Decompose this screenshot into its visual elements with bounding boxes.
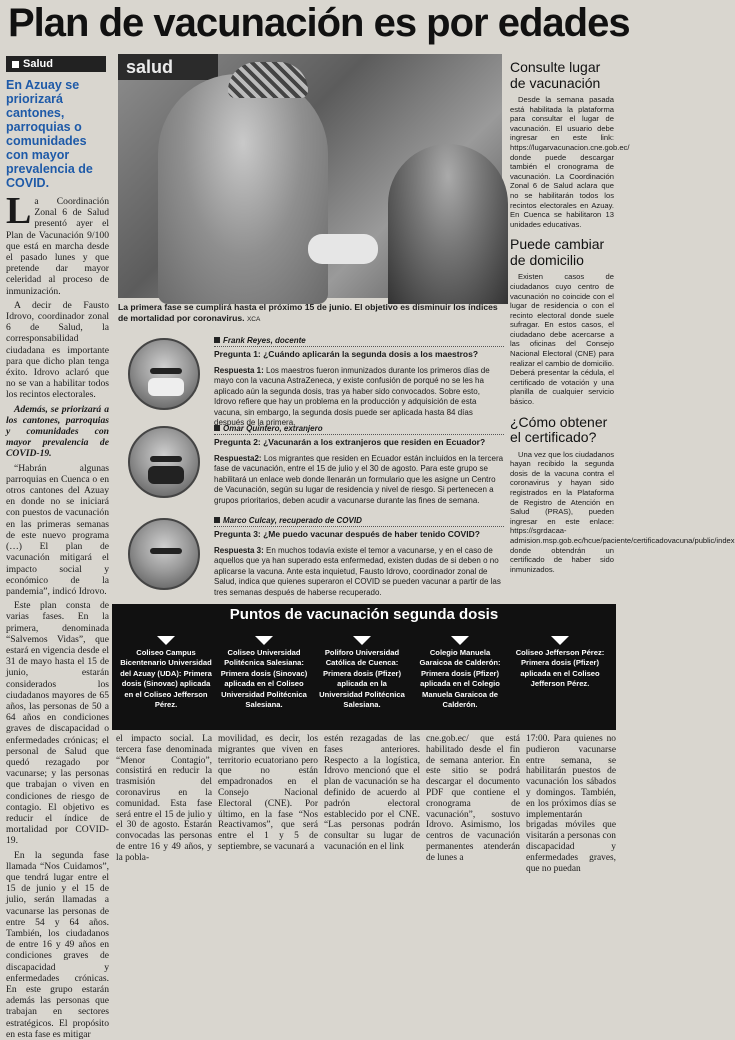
qa-answer: Respuesta 1: Los maestros fueron inmunizados durante los primeros días de mayo con la vacuna AstraZeneca, y existe confusión de porqué no se les ha aplicado aún la segunda dosis, tras ya haber sido convocados. Sobre esto, Idrovo refiere que hay un problema en la producción y adquisición de esta vacuna, sin embargo, la segunda dosis puede ser aplicada hasta 84 días después de la primera. — [214, 366, 490, 428]
kicker: En Azuay se priorizará cantones, parroquias o comunidades con mayor prevalencia de COVID. — [6, 78, 93, 190]
lead-article — [6, 190, 109, 1040]
vaccination-point: Coliseo Campus Bicentenario Universidad del Azuay (UDA): Primera dosis (Sinovac) aplicada en el Coliseo Jefferson Pérez. — [120, 636, 212, 710]
health-worker-figure — [158, 74, 328, 304]
qa-person-name: Omar Quintero, extranjero — [214, 424, 323, 433]
qa-person-name: Marco Culcay, recuperado de COVID — [214, 516, 362, 525]
article-column: cne.gob.ec/ que está habilitado desde el fin de semana anterior. En este sitio se podrá descargar el documento PDF que contiene el cronograma de vacunación”, sostuvo Idrovo. Asimismo, los centros de vacunación permanentes atenderán de lunes a — [426, 734, 520, 863]
sidebar-heading: Consulte lugar de vacunación — [510, 59, 601, 91]
gloved-hand — [308, 234, 378, 264]
down-triangle-icon — [255, 636, 273, 645]
photo-caption — [118, 302, 502, 326]
qa-person-name: Frank Reyes, docente — [214, 336, 306, 345]
down-triangle-icon — [157, 636, 175, 645]
sidebar-heading: ¿Cómo obtener el certificado? — [510, 413, 608, 446]
qa-block — [118, 422, 504, 514]
article-column: 17:00. Para quienes no pudieron vacunarse entre semana, se habilitarán puestos de vacunación los sábados y domingos. También, en los próximos días se implementarán brigadas móviles que visitarán a personas con discapacidad y enfermedades graves, que no puedan — [526, 734, 616, 874]
lead-paragraph: Este plan consta de varias fases. En la primera, denominada “Salvemos Vidas”, que estará en vigencia desde el 31 de mayo hasta el 15 de junio, estarán considerados los ciudadanos mayores de 65 años, las personas de 50 a 64 años en condiciones graves de discapacidad o enfermedades crónicas; el personal de Salud que quedó rezagado por vacunarse; y las personas que trabajan o viven en condiciones de riesgo de contagio. El objetivo es reducir el índice de mortalidad por COVID-19. — [6, 600, 109, 847]
surgical-cap — [228, 62, 308, 98]
down-triangle-icon — [551, 636, 569, 645]
down-triangle-icon — [353, 636, 371, 645]
main-photo — [118, 54, 502, 298]
qa-divider — [214, 346, 504, 347]
qa-divider — [214, 526, 504, 527]
qa-question: Pregunta 1: ¿Cuándo aplicarán la segunda dosis a los maestros? — [214, 349, 479, 359]
sidebar-heading: Puede cambiar de domicilio — [510, 236, 605, 268]
sidebar — [510, 59, 735, 606]
vaccination-points-banner — [112, 604, 616, 730]
qa-block — [118, 514, 504, 602]
lead-paragraph: En la segunda fase llamada “Nos Cuidamos”, que tendrá lugar entre el 15 de junio y el 15 de julio, serán llamadas a vacunarse las personas de entre 54 y 64 años. También, los ciudadanos de entre 16 y 49 años en condiciones graves de discapacidad y enfermedades crónicas. En este grupo estarán además las personas que trabajan en sectores estratégicos. El propósito en esta fase es mitigar — [6, 849, 109, 1040]
sidebar-body: Existen casos de ciudadanos cuyo centro de vacunación no coincide con el lugar de residencia o con el recinto electoral donde suele sufragar. En estos casos, el ciudadano debe acercarse a las oficinas del Consejo Nacional Electoral (CNE) para realizar el cambio de domicilio. Deberá presentar la cédula, el certificado de votación y una planilla de cualquier servicio básico. — [510, 272, 614, 407]
portrait-icon — [128, 338, 200, 410]
vaccination-point: Poliforo Universidad Católica de Cuenca: Primera dosis (Pfizer) aplicada en la Universidad Politécnica Salesiana. — [316, 636, 408, 710]
qa-question: Pregunta 3: ¿Me puedo vacunar después de haber tenido COVID? — [214, 529, 480, 539]
portrait-icon — [128, 518, 200, 590]
qa-question: Pregunta 2: ¿Vacunarán a los extranjeros que residen en Ecuador? — [214, 437, 486, 447]
patient-figure — [388, 144, 508, 304]
article-column: el impacto social. La tercera fase denominada “Menor Contagio”, consistirá en reducir la trasmisión del coronavirus en la comunidad. Esta fase será entre el 15 de julio y el 30 de agosto. Estarán convocadas las personas de entre 16 y 49 años, y la pobla- — [116, 734, 212, 863]
lead-paragraph: a Coordinación Zonal 6 de Salud presentó ayer el Plan de Vacunación 9/100 que está en marcha desde el pasado lunes y que pretende dar mayor celeridad al proceso de inmunización. — [6, 196, 109, 297]
sidebar-body: Desde la semana pasada está habilitada la plataforma para consultar el lugar de vacunación. El usuario debe ingresar en este link: https://lugarvacunacion.cne.gob.ec/ donde puede descargar también el cronograma de vacunación. La Coordinación Zonal 6 de Salud aclara que no se habilitarán todos los recintos electorales en Azuay. En Cuenca se habilitaron 13 unidades educativas. — [510, 95, 630, 229]
section-tag-label: Salud — [23, 58, 53, 70]
banner-title: Puntos de vacunación segunda dosis — [229, 606, 499, 623]
dropcap: L — [6, 190, 32, 232]
vaccination-point: Coliseo Jefferson Pérez: Primera dosis (Pfizer) aplicada en el Coliseo Jefferson Pérez. — [514, 636, 606, 690]
section-square-icon — [12, 61, 19, 68]
portrait-icon — [128, 426, 200, 498]
article-column: estén rezagadas de las fases anteriores. Respecto a la logística, Idrovo mencionó que el plan de vacunación se ha definido de acuerdo al padrón electoral establecido por el CNE. “Las personas podrán consultar su lugar de vacunación en el link — [324, 734, 420, 852]
sidebar-body: Una vez que los ciudadanos hayan recibido la segunda dosis de la vacuna contra el coronavirus y hayan sido registrados en la Plataforma de Registro de Atención en Salud (PRAS), pueden ingresar en este enlace: https://sgrdacaa-admision.msp.gob.ec/hcue/paciente/certificadovacuna/public/index donde obtendrán un certificado de haber sido inmunizados. — [510, 449, 735, 574]
headline: Plan de vacunación es por edades — [8, 1, 630, 45]
caption-text: La primera fase se cumplirá hasta el próximo 15 de junio. El objetivo es disminuir los índices de mortalidad por coronavirus. — [118, 302, 498, 323]
photo-sign: salud — [118, 54, 218, 80]
article-column: movilidad, es decir, los migrantes que viven en territorio ecuatoriano pero que no están empadronados en el Consejo Nacional Electoral (CNE). Por último, en la fase “Nos Reactivamos”, que será entre el 1 y 5 de septiembre, se vacunará a — [218, 734, 318, 852]
qa-divider — [214, 434, 504, 435]
section-tag — [6, 56, 106, 72]
vaccination-point: Coliseo Universidad Politécnica Salesiana: Primera dosis (Sinovac) aplicada en el Coliseo Universidad Politécnica Salesiana. — [218, 636, 310, 710]
vaccination-point: Colegio Manuela Garaicoa de Calderón: Primera dosis (Pfizer) aplicada en el Colegio Manuela Garaicoa de Calderón. — [414, 636, 506, 710]
left-column — [6, 54, 109, 1040]
lead-paragraph: A decir de Fausto Idrovo, coordinador zonal 6 de Salud, la corresponsabilidad ciudadana es importante para que dicho plan tenga éxito. Idrovo aclaró que no se van a habilitar todos los recintos electorales. — [6, 299, 109, 401]
lead-paragraph: “Habrán algunas parroquias en Cuenca o en otros cantones del Azuay en donde no se iniciará con puestos de vacunación en las primeras semanas de este nuevo programa (…) El plan de vacunación mitigará el impacto social y económico de la pandemia”, indicó Idrovo. — [6, 462, 109, 597]
lead-highlight: Además, se priorizará a los cantones, parroquias y comunidades con mayor prevalencia de COVID-19. — [6, 403, 109, 460]
qa-answer: Respuesta 3: En muchos todavía existe el temor a vacunarse, y en el caso de aquellos que ya han superado esta enfermedad, existen dudas de si deben o no aplicarse la vacuna. Ante esta inquietud, Fausto Idrovo, coordinador zonal de Salud, indica que quienes superaron el COVID se pueden vacunar a partir de las tres semanas después de haberse recuperado. — [214, 546, 501, 597]
qa-block — [118, 334, 504, 428]
down-triangle-icon — [451, 636, 469, 645]
qa-answer: Respuesta2: Los migrantes que residen en Ecuador están incluidos en la tercera fase de vacunación, entre el 15 de julio y el 30 de agosto. Para este grupo se habilitará un enlace web donde llenarán un formulario que les asigne un Centro de Vacunación, según su lugar de residencia y nivel de riesgo. Si pertenecen a grupos prioritarios, deben acudir a vacunarse durante las fines de semana. — [214, 454, 504, 505]
photo-credit: XCA — [246, 316, 261, 323]
